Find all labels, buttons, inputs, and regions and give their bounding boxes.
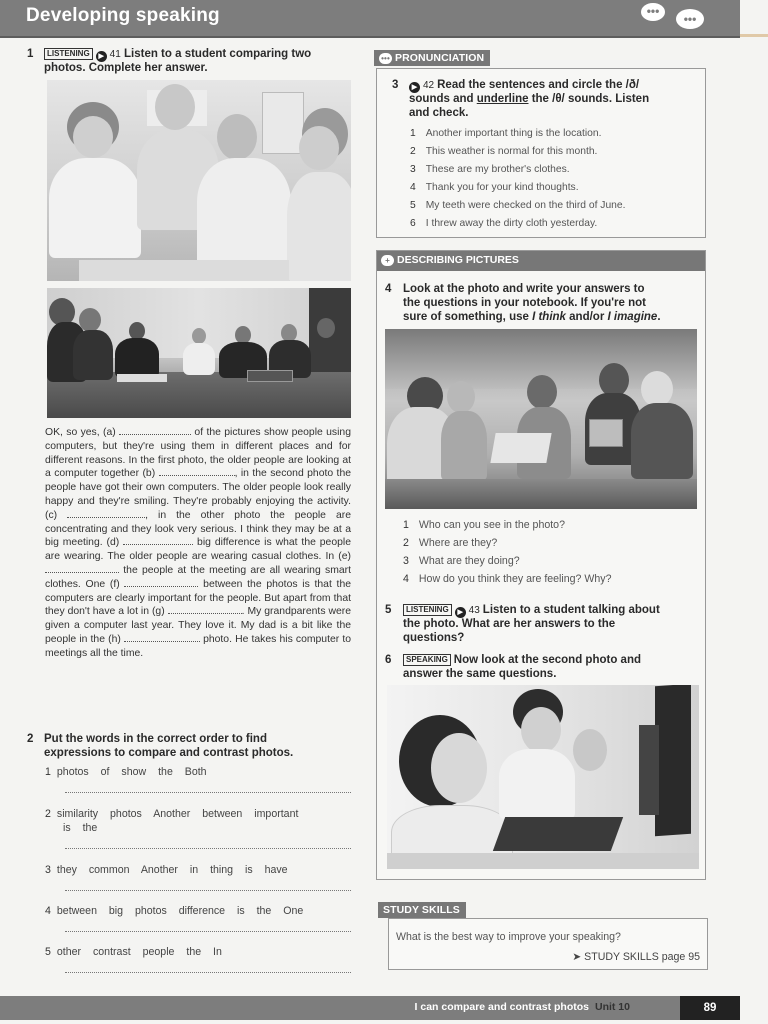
gap-d[interactable] [123, 536, 193, 545]
gap-b[interactable] [159, 467, 235, 476]
speaking-tag: SPEAKING [403, 654, 451, 666]
answer-line[interactable] [65, 931, 351, 932]
speech-bubble-icon: ••• [676, 9, 704, 29]
sentence: 4 Thank you for your kind thoughts. [410, 182, 579, 193]
photo-students-park [385, 329, 697, 509]
page-title: Developing speaking [26, 5, 220, 26]
page-header [0, 0, 740, 38]
study-skills-question: What is the best way to improve your speaking? [396, 931, 621, 943]
study-skills-tab: STUDY SKILLS [378, 902, 466, 918]
pronunciation-box: 3 ▶ 42 Read the sentences and circle the /ð/ sounds and underline the /θ/ sounds. Listen and check. 1 Another important thing is the location. 2 This weather is normal for this month. 3 These are my brother's clothes. 4 Thank you for your kind thoughts. 5 My teeth were checked on the third of June. 6 I threw away the dirty cloth yesterday. [376, 68, 706, 238]
gap-a[interactable] [119, 426, 191, 435]
sentence: 5 My teeth were checked on the third of June. [410, 200, 626, 211]
header-accent [740, 34, 768, 37]
study-skills-link[interactable]: ➤ STUDY SKILLS page 95 [572, 951, 700, 963]
play-icon[interactable]: ▶ [409, 82, 420, 93]
footer-text: I can compare and contrast photos Unit 10 [414, 1001, 630, 1013]
gap-e[interactable] [45, 564, 119, 573]
photo-children-computers [387, 685, 699, 869]
gap-h[interactable] [124, 633, 200, 642]
gap-c[interactable] [67, 509, 145, 518]
describing-pictures-tab: + DESCRIBING PICTURES [381, 254, 519, 266]
describing-pictures-box: + DESCRIBING PICTURES 4 Look at the photo and write your answers to the questions in your notebook. If you're not sure of something, use I think and/or I imagine. 1 Who can you see in the photo? 2 Where are they? 3 What are they doing? 4 How do you think they are feeling? Why? 5 LISTENING ▶ 43 Listen to a student talking about the photo. What are her answers to the questions? 6 SPEAKING Now look at the second photo and answer the same questions. [376, 250, 706, 880]
speech-bubble-icon: + [381, 255, 394, 266]
page-number: 89 [680, 996, 740, 1020]
play-icon[interactable]: ▶ [96, 51, 107, 62]
photo-older-people-computer [47, 80, 351, 281]
question: 2 Where are they? [403, 537, 498, 549]
answer-paragraph: OK, so yes, (a) of the pictures show people using computers, but they're using them in different places and for different reasons. In the first photo, the older people are looking at a computer together (b) , in the second photo the people have got their own computers. The older people look really happy and they're smiling. They're probably enjoying the activity. (c) , in the other photo the people are concentrating and they look very serious. I think they may be at a big meeting. (d) big difference is what the people are wearing. The older people are wearing casual clothes. In (e) the people at the meeting are all wearing smart clothes. One (f) between the photos is that the computers are clearly important for the people. But apart from that they don't have a lot in (g) . My grandparents were given a computer last year. They love it. My dad is a bit like the people in the (h) photo. He takes his computer to meetings all the time. [45, 427, 352, 659]
question: 1 Who can you see in the photo? [403, 519, 565, 531]
listening-tag: LISTENING [44, 48, 93, 60]
page-footer [0, 996, 740, 1020]
q2-item-continued: is the [63, 822, 98, 834]
speech-bubble-icon: ••• [379, 53, 392, 64]
answer-line[interactable] [65, 890, 351, 891]
gap-f[interactable] [124, 578, 198, 587]
play-icon[interactable]: ▶ [455, 607, 466, 618]
q2-item: 1 photos of show the Both [45, 766, 207, 778]
answer-line[interactable] [65, 792, 351, 793]
speech-bubble-icon: ••• [641, 3, 665, 21]
q2-item: 2 similarity photos Another between important [45, 808, 299, 820]
gap-g[interactable] [168, 605, 242, 614]
unit-label: Unit 10 [594, 1001, 630, 1013]
sentence: 3 These are my brother's clothes. [410, 164, 570, 175]
q2-item: 4 between big photos difference is the One [45, 905, 304, 917]
sentence: 1 Another important thing is the location. [410, 128, 602, 139]
photo-business-meeting [47, 288, 351, 418]
study-skills-box [388, 918, 708, 970]
answer-line[interactable] [65, 972, 351, 973]
answer-line[interactable] [65, 848, 351, 849]
sentence: 6 I threw away the dirty cloth yesterday. [410, 218, 598, 229]
q2-item: 5 other contrast people the In [45, 946, 222, 958]
pronunciation-tab: ••• PRONUNCIATION [374, 50, 490, 66]
question: 4 How do you think they are feeling? Why? [403, 573, 612, 585]
listening-tag: LISTENING [403, 604, 452, 616]
question: 3 What are they doing? [403, 555, 520, 567]
q2-item: 3 they common Another in thing is have [45, 864, 288, 876]
sentence: 2 This weather is normal for this month. [410, 146, 598, 157]
